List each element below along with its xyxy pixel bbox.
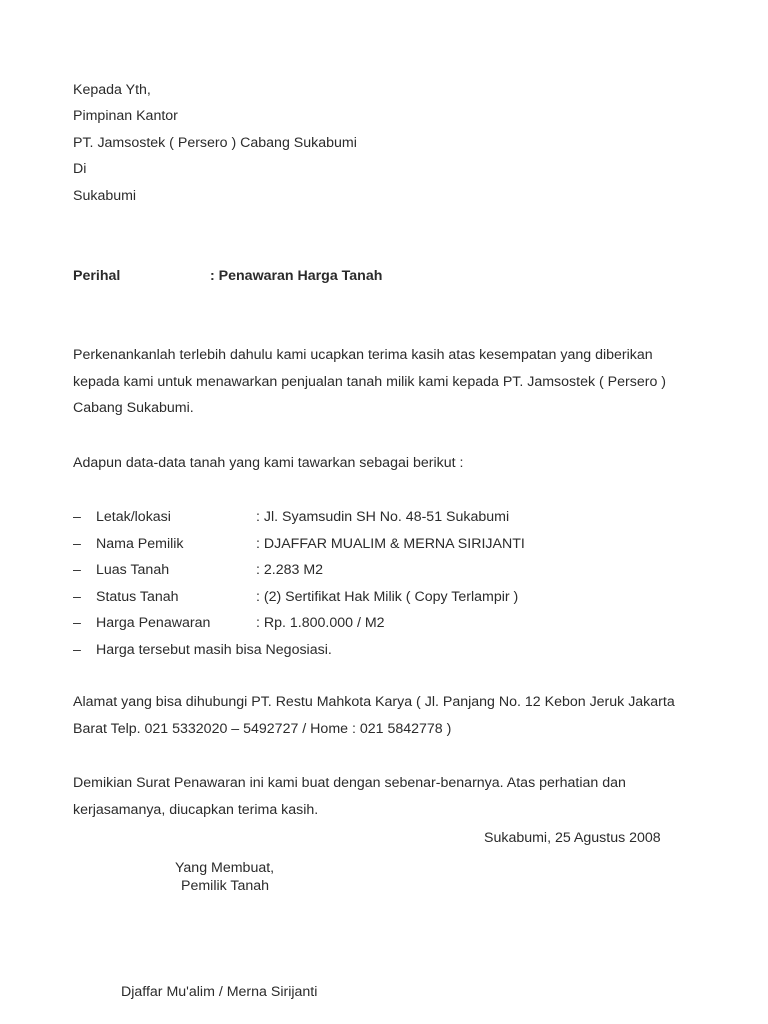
item-label: Harga tersebut masih bisa Negosiasi. (96, 642, 332, 658)
signature-line-1: Yang Membuat, (175, 860, 275, 876)
recipient-line-3: PT. Jamsostek ( Persero ) Cabang Sukabumi (73, 135, 357, 151)
subject-label: Perihal (73, 268, 121, 284)
intro-paragraph: Perkenankanlah terlebih dahulu kami ucapkan terima kasih atas kesempatan yang diberikan kepada kami untuk menawarkan penjualan tanah milik kami kepada PT. Jamsostek ( Persero ) Cabang Sukabumi. (73, 347, 667, 416)
list-item (0, 588, 768, 606)
bullet-dash: – (73, 589, 81, 605)
signature-line-2: Pemilik Tanah (181, 878, 270, 894)
bullet-dash: – (73, 562, 81, 578)
recipient-line-4: Di (73, 161, 87, 177)
data-intro: Adapun data-data tanah yang kami tawarkan sebagai berikut : (73, 455, 464, 471)
list-item (0, 561, 768, 579)
item-value: : Jl. Syamsudin SH No. 48-51 Sukabumi (256, 509, 510, 525)
item-label: Status Tanah (96, 589, 179, 605)
bullet-dash: – (73, 642, 81, 658)
item-value: : 2.283 M2 (256, 562, 324, 578)
closing-paragraph: Demikian Surat Penawaran ini kami buat dengan sebenar-benarnya. Atas perhatian dan kerjasamanya, diucapkan terima kasih. (73, 775, 626, 818)
recipient-line-2: Pimpinan Kantor (73, 108, 178, 124)
list-item (0, 614, 768, 632)
list-item (0, 641, 768, 659)
signatory-names: Djaffar Mu'alim / Merna Sirijanti (121, 984, 318, 1000)
list-item (0, 535, 768, 553)
item-label: Nama Pemilik (96, 536, 184, 552)
bullet-dash: – (73, 615, 81, 631)
date-line: Sukabumi, 25 Agustus 2008 (484, 830, 661, 846)
item-value: : Rp. 1.800.000 / M2 (256, 615, 385, 631)
subject-value: : Penawaran Harga Tanah (210, 268, 383, 284)
item-label: Harga Penawaran (96, 615, 211, 631)
item-value: : (2) Sertifikat Hak Milik ( Copy Terlampir ) (256, 589, 519, 605)
bullet-dash: – (73, 536, 81, 552)
list-item (0, 508, 768, 526)
bullet-dash: – (73, 509, 81, 525)
recipient-line-5: Sukabumi (73, 188, 137, 204)
contact-paragraph: Alamat yang bisa dihubungi PT. Restu Mahkota Karya ( Jl. Panjang No. 12 Kebon Jeruk Jakarta Barat Telp. 021 5332020 – 5492727 / Home : 021 5842778 ) (73, 694, 675, 737)
item-label: Luas Tanah (96, 562, 170, 578)
item-label: Letak/lokasi (96, 509, 171, 525)
item-value: : DJAFFAR MUALIM & MERNA SIRIJANTI (256, 536, 525, 552)
recipient-line-1: Kepada Yth, (73, 82, 151, 98)
